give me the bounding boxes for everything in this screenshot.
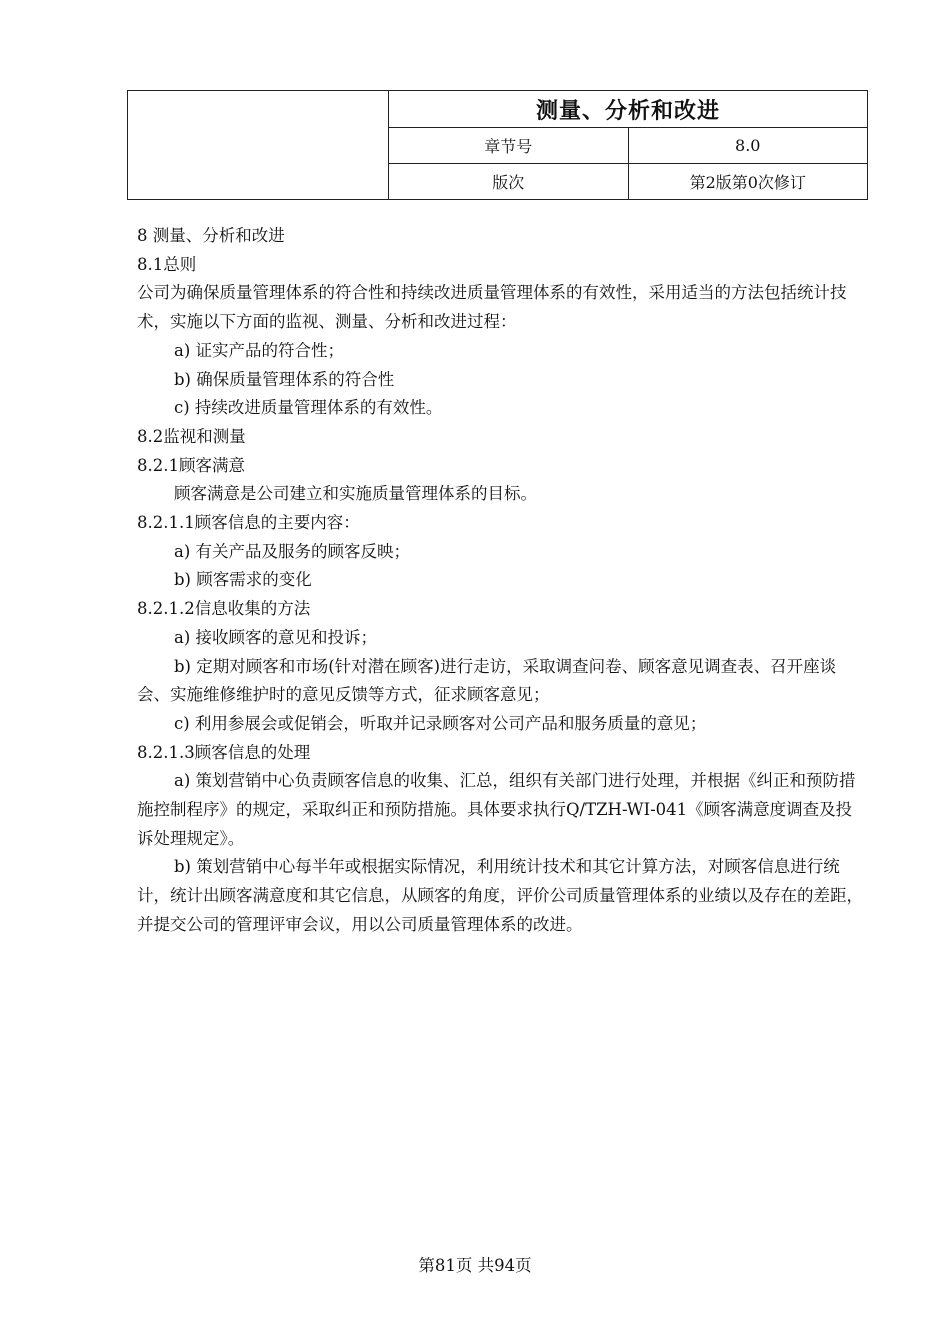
paragraph: 公司为确保质量管理体系的符合性和持续改进质量管理体系的有效性，采用适当的方法包括统计技术，实施以下方面的监视、测量、分析和改进过程： — [137, 283, 847, 332]
paragraph: 8 测量、分析和改进 — [137, 226, 285, 245]
chapter-value: 8.0 — [628, 128, 868, 164]
paragraph: a) 策划营销中心负责顾客信息的收集、汇总，组织有关部门进行处理，并根据《纠正和预防措施控制程序》的规定，采取纠正和预防措施。具体要求执行Q/TZH-WI-041《顾客满意度调查及投诉处理规定》。 — [137, 771, 856, 848]
paragraph: 8.2.1顾客满意 — [137, 455, 245, 475]
paragraph: a) 接收顾客的意见和投诉； — [174, 627, 378, 647]
logo-cell — [128, 91, 389, 200]
paragraph: a) 证实产品的符合性； — [174, 340, 345, 360]
document-title: 测量、分析和改进 — [389, 91, 868, 128]
paragraph: 8.1总则 — [137, 254, 197, 274]
paragraph: 顾客满意是公司建立和实施质量管理体系的目标。 — [174, 484, 537, 504]
paragraph: c) 利用参展会或促销会，听取并记录顾客对公司产品和服务质量的意见； — [174, 713, 707, 733]
document-body — [137, 222, 867, 940]
edition-label: 版次 — [389, 164, 629, 200]
paragraph: 8.2.1.1顾客信息的主要内容： — [137, 513, 360, 533]
page-footer: 第81页 共94页 — [418, 1256, 532, 1275]
chapter-label: 章节号 — [389, 128, 629, 164]
paragraph: 8.2.1.3顾客信息的处理 — [137, 742, 311, 762]
document-header-table — [127, 90, 868, 200]
paragraph: c) 持续改进质量管理体系的有效性。 — [174, 398, 443, 418]
paragraph: 8.2监视和测量 — [137, 426, 246, 446]
paragraph: a) 有关产品及服务的顾客反映； — [174, 541, 411, 561]
paragraph: b) 策划营销中心每半年或根据实际情况，利用统计技术和其它计算方法，对顾客信息进行统计，统计出顾客满意度和其它信息，从顾客的角度，评价公司质量管理体系的业绩以及存在的差距，并提交公司的管理评审会议，用以公司质量管理体系的改进。 — [137, 857, 863, 934]
paragraph: 8.2.1.2信息收集的方法 — [137, 599, 311, 619]
paragraph: b) 顾客需求的变化 — [174, 570, 312, 590]
edition-value: 第2版第0次修订 — [628, 164, 868, 200]
paragraph: b) 定期对顾客和市场(针对潜在顾客)进行走访，采取调查问卷、顾客意见调查表、召开座谈会、实施维修维护时的意见反馈等方式，征求顾客意见； — [137, 656, 837, 705]
paragraph: b) 确保质量管理体系的符合性 — [174, 369, 395, 389]
